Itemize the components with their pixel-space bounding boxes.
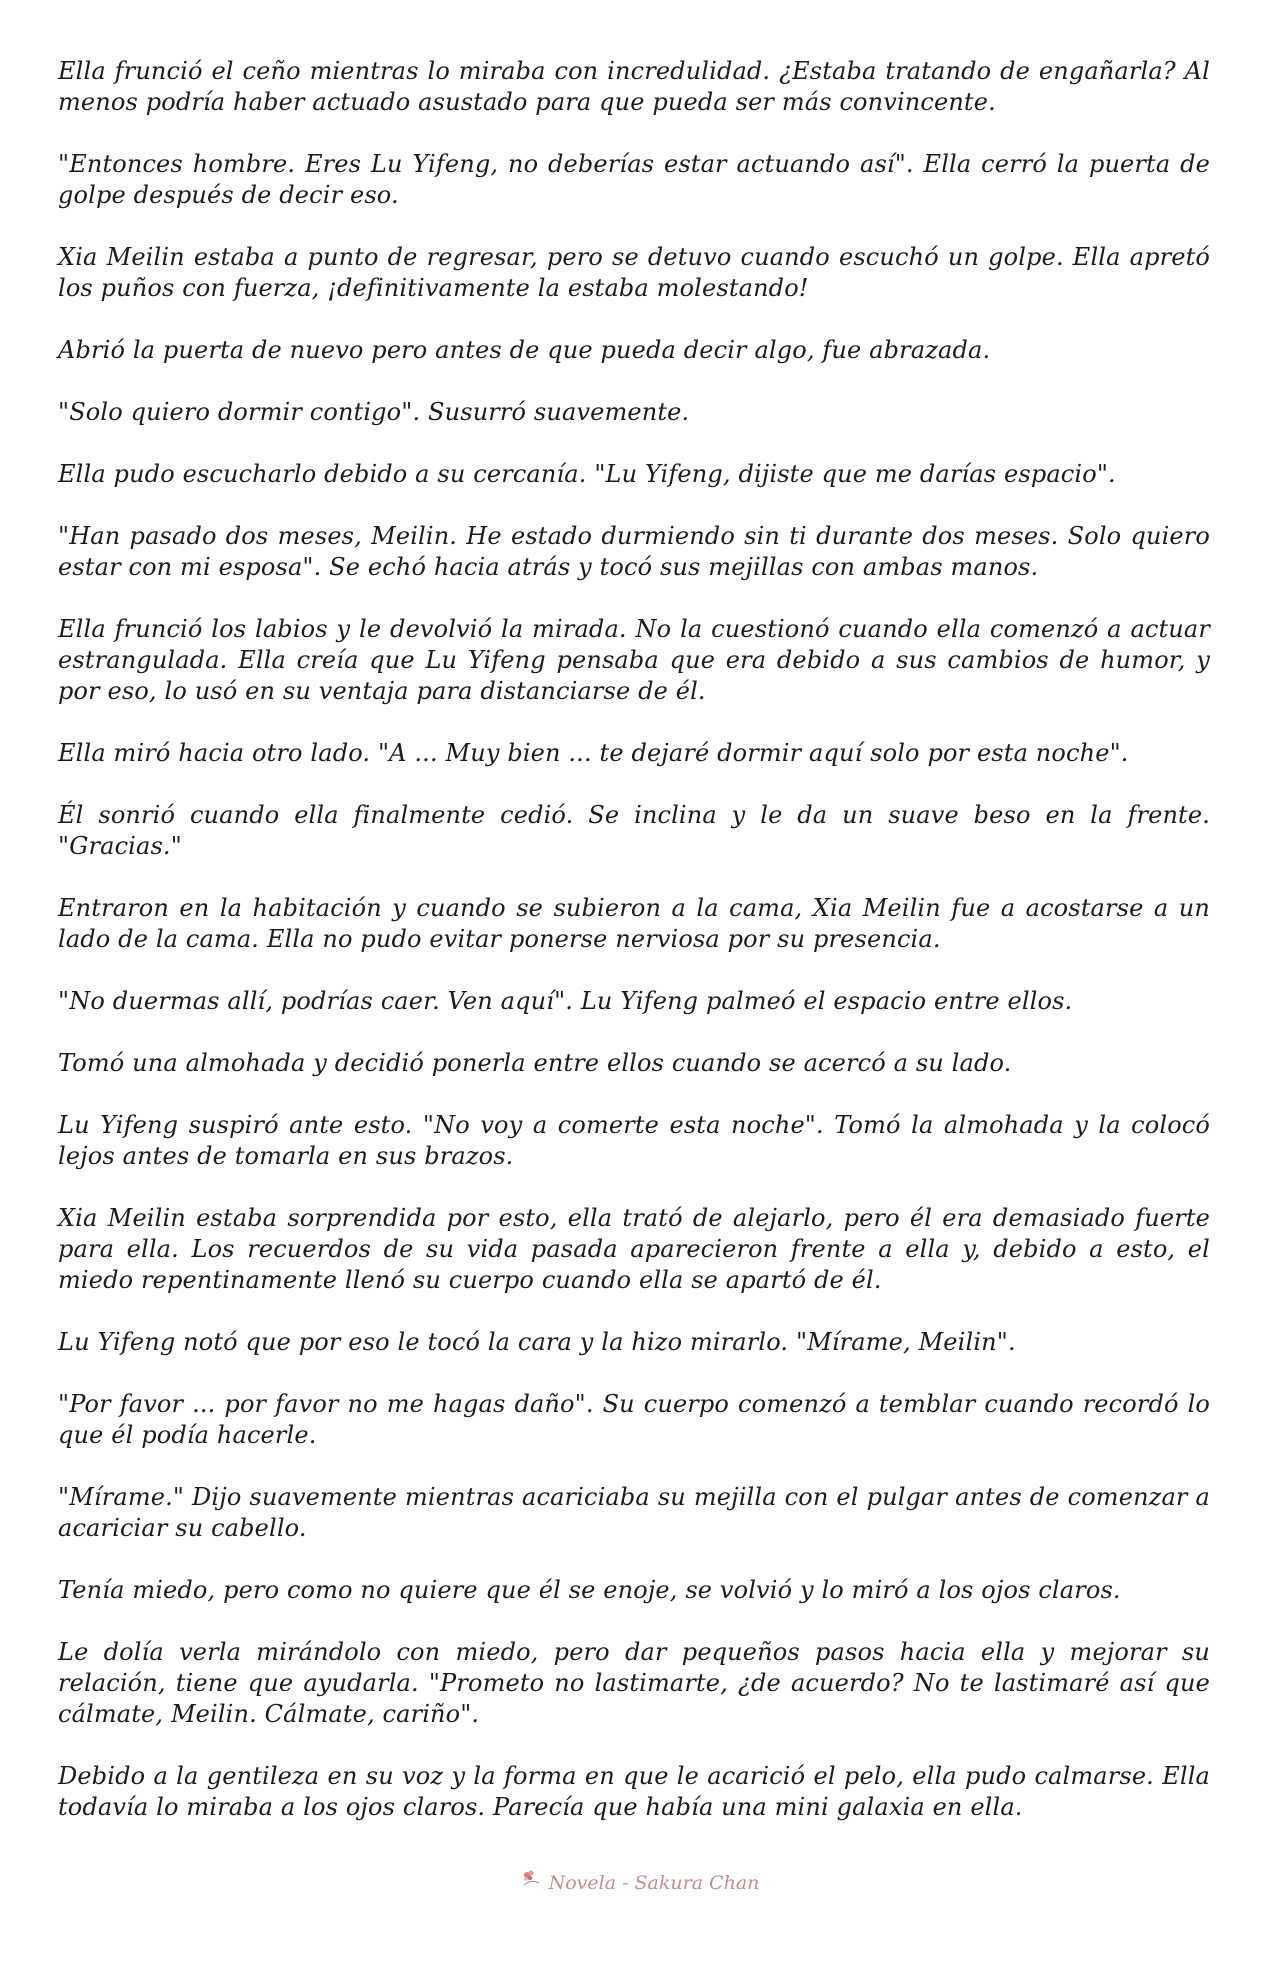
paragraph: Xia Meilin estaba sorprendida por esto, ella trató de alejarlo, pero él era demasiado fuerte para ella. Los recuerdos de su vida pasada aparecieron frente a ella y, debido a esto, el miedo repentinamente llenó su cuerpo cuando ella se apartó de él. [58, 1204, 1210, 1294]
paragraph: Abrió la puerta de nuevo pero antes de que pueda decir algo, fue abrazada. [58, 336, 991, 364]
paragraph: Ella miró hacia otro lado. "A ... Muy bien ... te dejaré dormir aquí solo por esta noche". [58, 739, 1129, 767]
paragraph: Él sonrió cuando ella finalmente cedió. Se inclina y le da un suave beso en la frente. "Gracias." [58, 801, 1210, 860]
paragraph: Ella frunció los labios y le devolvió la mirada. No la cuestionó cuando ella comenzó a actuar estrangulada. Ella creía que Lu Yifeng pensaba que era debido a sus cambios de humor, y por eso, lo usó en su ventaja para distanciarse de él. [58, 615, 1210, 705]
paragraph: Entraron en la habitación y cuando se subieron a la cama, Xia Meilin fue a acostarse a un lado de la cama. Ella no pudo evitar ponerse nerviosa por su presencia. [58, 894, 1210, 953]
paragraph: "No duermas allí, podrías caer. Ven aquí". Lu Yifeng palmeó el espacio entre ellos. [58, 987, 1073, 1015]
paragraph: Tenía miedo, pero como no quiere que él se enoje, se volvió y lo miró a los ojos claros. [58, 1576, 1121, 1604]
sakura-flower-icon [521, 1869, 543, 1892]
paragraph: Lu Yifeng suspiró ante esto. "No voy a comerte esta noche". Tomó la almohada y la colocó lejos antes de tomarla en sus brazos. [58, 1111, 1210, 1170]
paragraph: Ella pudo escucharlo debido a su cercanía. "Lu Yifeng, dijiste que me darías espacio". [58, 460, 1116, 488]
paragraph: Le dolía verla mirándolo con miedo, pero dar pequeños pasos hacia ella y mejorar su relación, tiene que ayudarla. "Prometo no lastimarte, ¿de acuerdo? No te lastimaré así que cálmate, Meilin. Cálmate, cariño". [58, 1638, 1210, 1728]
paragraph: "Mírame." Dijo suavemente mientras acariciaba su mejilla con el pulgar antes de comenzar a acariciar su cabello. [58, 1483, 1210, 1542]
paragraph: "Por favor ... por favor no me hagas daño". Su cuerpo comenzó a temblar cuando recordó lo que él podía hacerle. [58, 1390, 1210, 1449]
watermark-footer [0, 1872, 1280, 1896]
paragraph: Tomó una almohada y decidió ponerla entre ellos cuando se acercó a su lado. [58, 1049, 1012, 1077]
paragraph: "Solo quiero dormir contigo". Susurró suavemente. [58, 398, 690, 426]
paragraph: Xia Meilin estaba a punto de regresar, pero se detuvo cuando escuchó un golpe. Ella apretó los puños con fuerza, ¡definitivamente la estaba molestando! [58, 243, 1210, 302]
paragraph: Ella frunció el ceño mientras lo miraba con incredulidad. ¿Estaba tratando de engañarla? Al menos podría haber actuado asustado para que pueda ser más convincente. [58, 57, 1210, 116]
paragraph: "Entonces hombre. Eres Lu Yifeng, no deberías estar actuando así". Ella cerró la puerta de golpe después de decir eso. [58, 150, 1210, 209]
watermark-text: Novela - Sakura Chan [548, 1872, 760, 1894]
paragraph: "Han pasado dos meses, Meilin. He estado durmiendo sin ti durante dos meses. Solo quiero estar con mi esposa". Se echó hacia atrás y tocó sus mejillas con ambas manos. [58, 522, 1210, 581]
paragraph: Debido a la gentileza en su voz y la forma en que le acarició el pelo, ella pudo calmarse. Ella todavía lo miraba a los ojos claros. Parecía que había una mini galaxia en ella. [58, 1762, 1210, 1821]
paragraph: Lu Yifeng notó que por eso le tocó la cara y la hizo mirarlo. "Mírame, Meilin". [58, 1328, 1016, 1356]
document-body [58, 56, 1210, 1854]
